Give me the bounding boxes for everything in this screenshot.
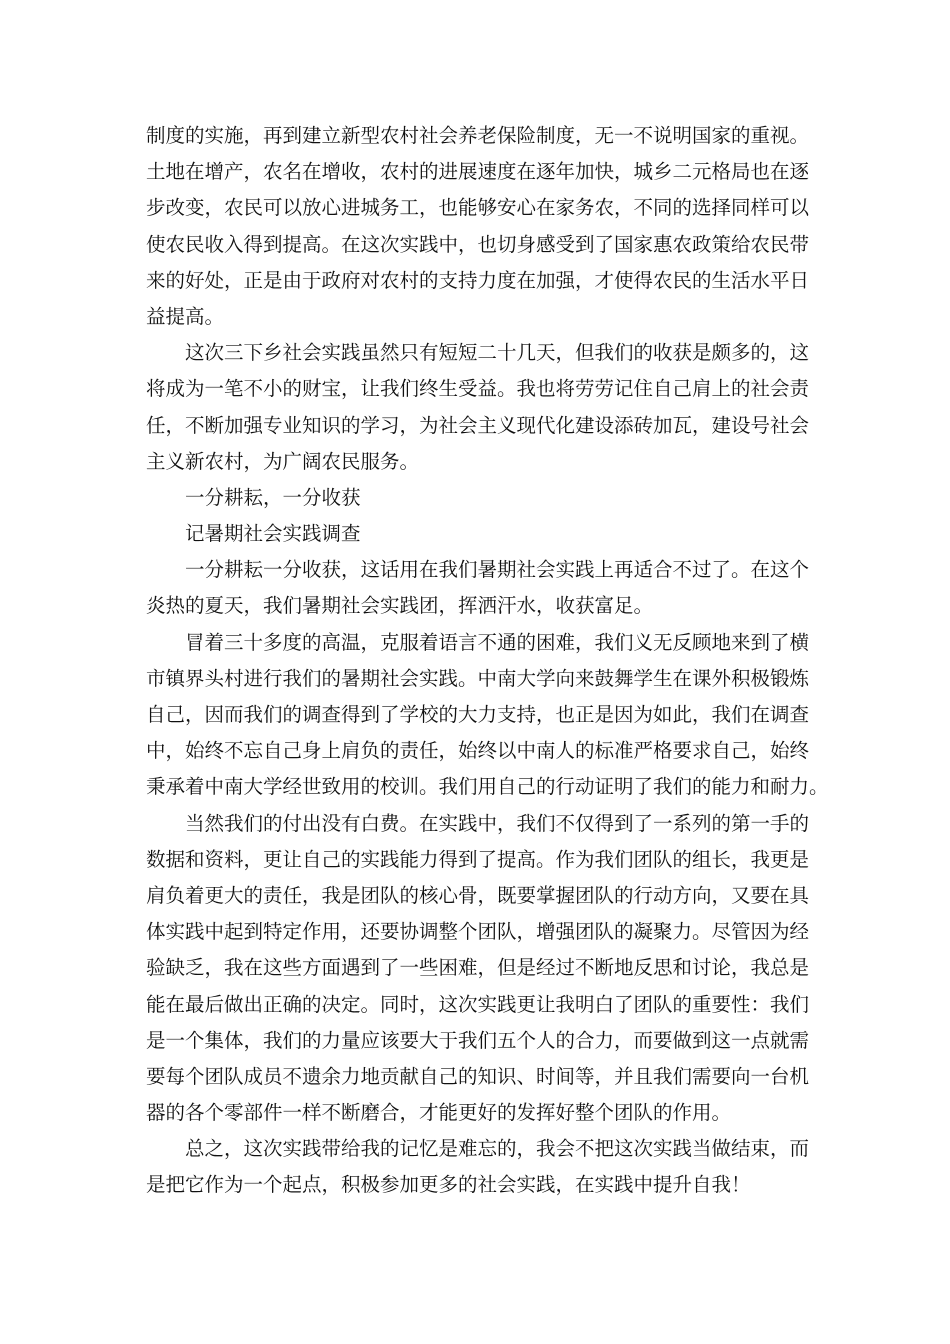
subheading-line: 记暑期社会实践调查 [185,522,361,546]
text-line: 益提高。 [146,304,225,328]
text-line: 炎热的夏天，我们暑期社会实践团，挥洒汗水，收获富足。 [146,594,654,618]
text-line: 是把它作为一个起点，积极参加更多的社会实践，在实践中提升自我！ [146,1173,751,1197]
text-line: 一分耕耘一分收获，这话用在我们暑期社会实践上再适合不过了。在这个 [185,558,810,582]
text-line: 肩负着更大的责任，我是团队的核心骨，既要掌握团队的行动方向，又要在具 [146,883,810,907]
text-line: 要每个团队成员不遗余力地贡献自己的知识、时间等，并且我们需要向一台机 [146,1064,810,1088]
text-line: 冒着三十多度的高温，克服着语言不通的困难，我们义无反顾地来到了横 [185,630,810,654]
text-line: 土地在增产，农名在增收，农村的进展速度在逐年加快，城乡二元格局也在逐 [146,160,810,184]
paragraph [146,625,829,806]
text-line: 当然我们的付出没有白费。在实践中，我们不仅得到了一系列的第一手的 [185,811,810,835]
text-line: 数据和资料，更让自己的实践能力得到了提高。作为我们团队的组长，我更是 [146,847,810,871]
heading-line: 一分耕耘，一分收获 [185,485,361,509]
text-line: 使农民收入得到提高。在这次实践中，也切身感受到了国家惠农政策给农民带 [146,232,810,256]
text-line: 验缺乏，我在这些方面遇到了一些困难，但是经过不断地反思和讨论，我总是 [146,956,810,980]
text-line: 中，始终不忘自己身上肩负的责任，始终以中南人的标准严格要求自己，始终 [146,739,810,763]
document-page [146,118,829,1204]
section-heading [146,480,806,516]
section-subheading [146,516,806,552]
text-line: 将成为一笔不小的财宝，让我们终生受益。我也将劳劳记住自己肩上的社会责 [146,377,810,401]
text-line: 来的好处，正是由于政府对农村的支持力度在加强，才使得农民的生活水平日 [146,268,810,292]
text-line: 任，不断加强专业知识的学习，为社会主义现代化建设添砖加瓦，建设号社会 [146,413,810,437]
text-line: 能在最后做出正确的决定。同时，这次实践更让我明白了团队的重要性：我们 [146,992,810,1016]
paragraph [146,806,810,1132]
paragraph [146,552,810,624]
text-line: 是一个集体，我们的力量应该要大于我们五个人的合力，而要做到这一点就需 [146,1028,810,1052]
text-line: 主义新农村，为广阔农民服务。 [146,449,420,473]
text-line: 市镇界头村进行我们的暑期社会实践。中南大学向来鼓舞学生在课外积极锻炼 [146,666,810,690]
paragraph [146,118,810,335]
text-line: 器的各个零部件一样不断磨合，才能更好的发挥好整个团队的作用。 [146,1101,732,1125]
text-line: 步改变，农民可以放心进城务工，也能够安心在家务农，不同的选择同样可以 [146,196,810,220]
text-line: 自己，因而我们的调查得到了学校的大力支持，也正是因为如此，我们在调查 [146,703,810,726]
paragraph [146,1131,810,1203]
text-line: 这次三下乡社会实践虽然只有短短二十几天，但我们的收获是颇多的，这 [185,341,810,365]
text-line: 体实践中起到特定作用，还要协调整个团队，增强团队的凝聚力。尽管因为经 [146,920,810,944]
paragraph [146,335,810,480]
text-line: 总之，这次实践带给我的记忆是难忘的，我会不把这次实践当做结束，而 [185,1137,810,1161]
text-line: 制度的实施，再到建立新型农村社会养老保险制度，无一不说明国家的重视。 [146,124,810,147]
text-line: 秉承着中南大学经世致用的校训。我们用自己的行动证明了我们的能力和耐力。 [146,775,829,799]
